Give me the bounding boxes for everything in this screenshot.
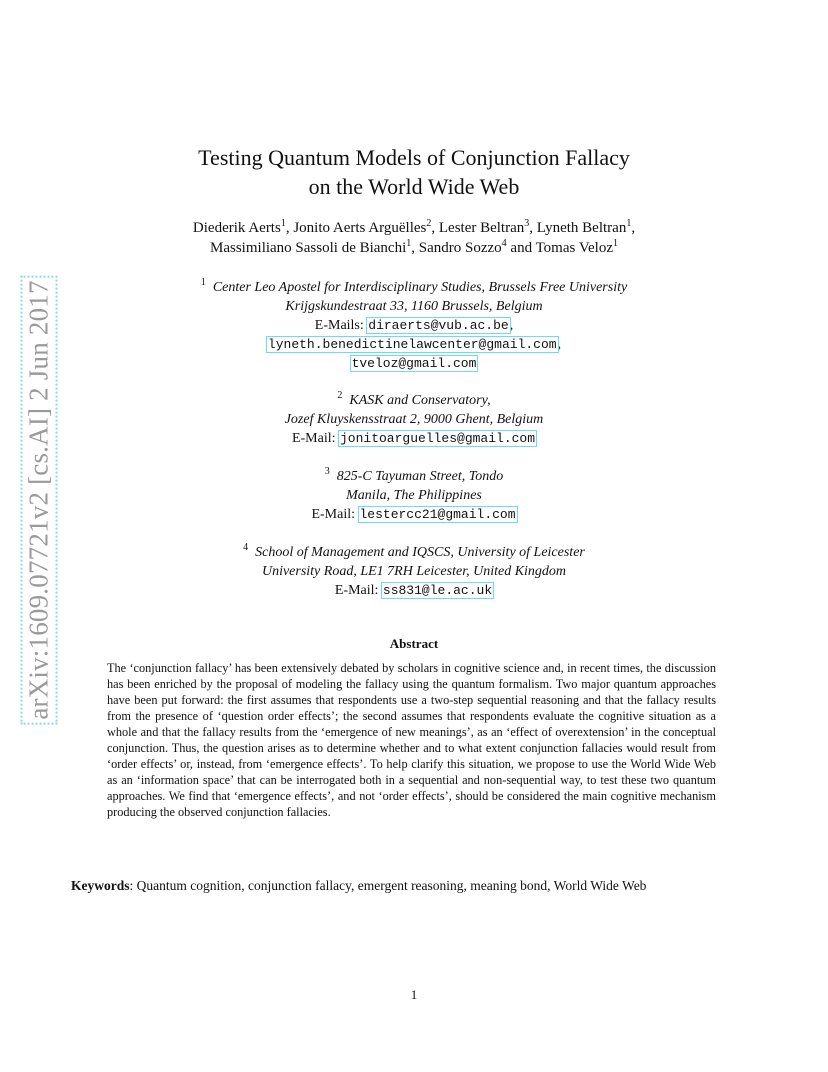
paper-title — [100, 143, 728, 201]
abstract-heading: Abstract — [389, 636, 439, 651]
author-affiliation-mark: 3 — [524, 218, 530, 229]
affiliation-number: 2 — [337, 390, 343, 401]
arxiv-identifier[interactable]: arXiv:1609.07721v2 [cs.AI] 2 Jun 2017 — [23, 280, 54, 720]
affiliation-institution: KASK and Conservatory, — [349, 393, 491, 408]
author-affiliation-mark: 1 — [626, 218, 632, 229]
arxiv-stamp[interactable] — [19, 270, 59, 730]
affiliation-number: 1 — [200, 277, 206, 288]
author-name: Lyneth Beltran — [536, 220, 627, 236]
email-label: E-Mail: — [334, 583, 379, 598]
affiliation-2 — [100, 391, 728, 448]
page-number: 1 — [410, 987, 418, 1002]
author-list: Diederik Aerts$^1$, Jonito Aerts Arguëlles$^2$, Lester Beltran$^3$, Lyneth Beltran$^1$, Massimiliano Sassoli de Bianchi$^1$, Sandro Sozzo$^4$ and Tomas Veloz$^1$ — [192, 218, 636, 256]
email-link[interactable]: lyneth.benedictinelawcenter@gmail.com — [267, 337, 557, 352]
email-link[interactable]: ss831@le.ac.uk — [382, 583, 493, 598]
keywords-label: Keywords — [71, 878, 130, 893]
title-line-2: on the World Wide Web — [308, 174, 520, 199]
email-link[interactable]: lestercc21@gmail.com — [359, 507, 516, 522]
affiliation-address: Krijgskundestraat 33, 1160 Brussels, Belgium — [285, 299, 543, 314]
author-affiliation-mark: 1 — [280, 218, 286, 229]
keywords: Keywords: Quantum cognition, conjunction fallacy, emergent reasoning, meaning bond, World Wide Web — [71, 878, 647, 893]
author-name: Lester Beltran — [438, 220, 525, 236]
affiliation-city: Manila, The Philippines — [346, 488, 482, 503]
email-link[interactable]: jonitoarguelles@gmail.com — [340, 431, 536, 446]
author-name: Sandro Sozzo — [418, 240, 502, 256]
author-name: Tomas Veloz — [535, 240, 613, 256]
affiliation-institution: Center Leo Apostel for Interdisciplinary Studies, Brussels Free University — [212, 280, 628, 295]
keywords-list: Quantum cognition, conjunction fallacy, emergent reasoning, meaning bond, World Wide Web — [136, 878, 647, 893]
affiliation-address: 825-C Tayuman Street, Tondo — [336, 469, 504, 484]
author-affiliation-mark: 2 — [426, 218, 432, 229]
affiliation-institution: School of Management and IQSCS, University of Leicester — [255, 545, 585, 560]
affiliation-number: 4 — [243, 542, 249, 553]
email-link[interactable]: tveloz@gmail.com — [351, 356, 477, 371]
email-label: E-Mails: — [314, 318, 364, 333]
affiliation-4 — [100, 543, 728, 600]
author-name: Jonito Aerts Arguëlles — [293, 220, 427, 236]
affiliation-3 — [100, 467, 728, 524]
affiliation-number: 3 — [324, 466, 330, 477]
author-affiliation-mark: 4 — [501, 238, 507, 249]
author-affiliation-mark: 1 — [612, 238, 618, 249]
author-name: Massimiliano Sassoli de Bianchi — [210, 240, 407, 256]
author-name: Diederik Aerts — [192, 220, 281, 236]
email-label: E-Mail: — [291, 431, 336, 446]
author-affiliation-mark: 1 — [406, 238, 412, 249]
affiliation-address: University Road, LE1 7RH Leicester, United Kingdom — [261, 564, 567, 579]
abstract-text: The ‘conjunction fallacy’ has been extensively debated by scholars in cognitive science and, in recent times, the discussion has been enriched by the proposal of modeling the fallacy using the quantum formalism. Two major quantum approaches have been put forward: the first assumes that respondents use a two-step sequential reasoning and that the fallacy results from the presence of ‘question order effects’; the second assumes that respondents evaluate the cognitive situation as a whole and that the fallacy results from the ‘emergence of new meanings’, as an ‘effect of overextension’ in the conceptual conjunction. Thus, the question arises as to determine whether and to what extent conjunction fallacies would result from ‘order effects’ or, instead, from ‘emergence effects’. To help clarify this situation, we propose to use the World Wide Web as an ‘information space’ that can be interrogated both in a sequential and non-sequential way, to test these two quantum approaches. We find that ‘emergence effects’, and not ‘order effects’, should be considered the main cognitive mechanism producing the observed conjunction fallacies. — [107, 661, 716, 819]
affiliation-1: $^1$ Center Leo Apostel for Interdisciplinary Studies, Brussels Free University Krijgskundestraat 33, 1160 Brussels, Belgium E-Mails: diraerts@vub.ac.be, lyneth.benedictinelawcenter@gmail.com, tveloz@gmail.com — [200, 277, 628, 371]
email-link[interactable]: diraerts@vub.ac.be — [368, 318, 509, 333]
affiliation-address: Jozef Kluyskensstraat 2, 9000 Ghent, Belgium — [284, 412, 544, 427]
title-line-1: Testing Quantum Models of Conjunction Fallacy — [198, 145, 630, 170]
email-label: E-Mail: — [311, 507, 355, 522]
